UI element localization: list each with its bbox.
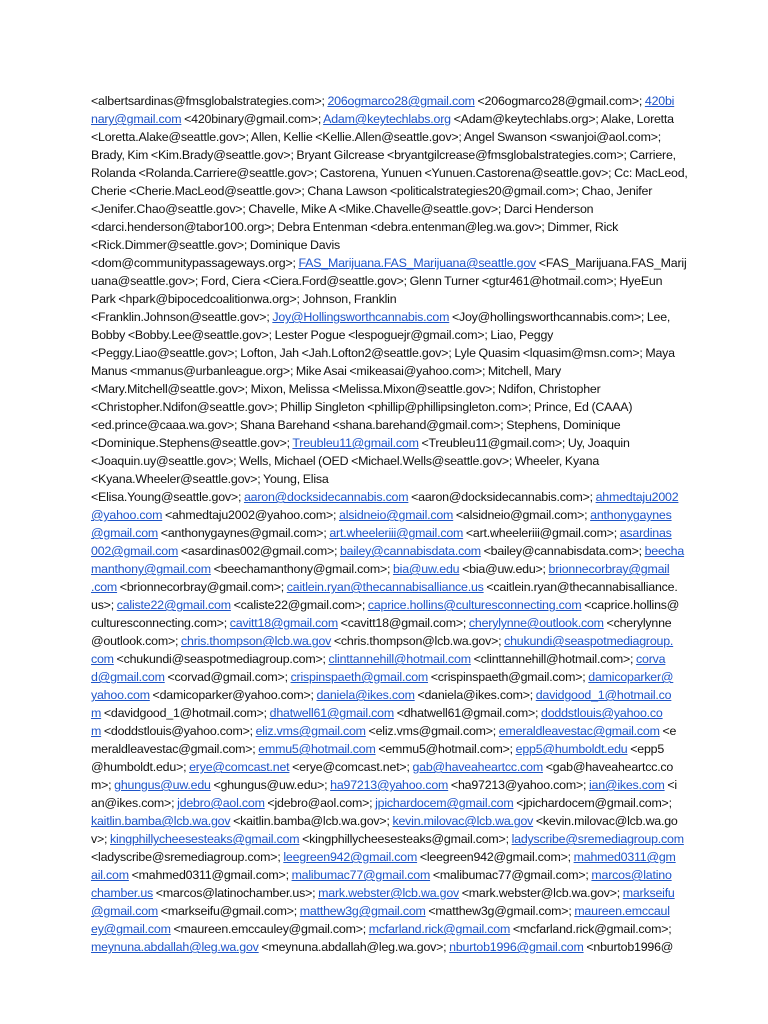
text-run: <brionnecorbray@gmail.com>;: [117, 580, 287, 594]
text-run: <emmu5@hotmail.com>;: [375, 742, 516, 756]
email-link[interactable]: gab@haveaheartcc.com: [412, 760, 543, 774]
email-link[interactable]: @yahoo.com: [91, 508, 163, 522]
email-link[interactable]: @gmail.com: [91, 526, 159, 540]
text-line: [91, 668, 679, 686]
text-run: <malibumac77@gmail.com>;: [430, 868, 592, 882]
text-line: [91, 902, 679, 920]
email-link[interactable]: ghungus@uw.edu: [114, 778, 211, 792]
text-run: <gab@haveaheartcc.co: [542, 760, 674, 774]
text-line: [91, 830, 684, 848]
text-line: [91, 362, 679, 380]
email-link[interactable]: kaitlin.bamba@lcb.wa.gov: [91, 814, 231, 828]
text-run: m>;: [91, 778, 115, 792]
email-link[interactable]: anthonygaynes: [590, 508, 672, 522]
email-link[interactable]: Adam@keytechlabs.org: [323, 112, 451, 126]
email-link[interactable]: chamber.us: [91, 886, 154, 900]
text-line: [91, 254, 687, 272]
email-link[interactable]: asardinas: [619, 526, 672, 540]
text-run: <art.wheeleriii@gmail.com>;: [463, 526, 620, 540]
text-run: <Elisa.Young@seattle.gov>;: [91, 490, 244, 504]
text-line: [91, 758, 679, 776]
text-run: <dhatwell61@gmail.com>;: [393, 706, 542, 720]
text-line: [91, 560, 679, 578]
email-link[interactable]: FAS_Marijuana.FAS_Marijuana@seattle.gov: [298, 256, 537, 270]
text-run: <Rick.Dimmer@seattle.gov>; Dominique Davis: [91, 238, 341, 252]
text-line: [91, 848, 679, 866]
email-link[interactable]: ian@ikes.com: [589, 778, 665, 792]
text-run: <kingphillycheesesteaks@gmail.com>;: [299, 832, 512, 846]
text-run: <markseifu@gmail.com>;: [158, 904, 300, 918]
text-run: Brady, Kim <Kim.Brady@seattle.gov>; Bryant Gilcrease <bryantgilcrease@fmsglobalstrategies.com>; Carriere,: [91, 148, 676, 162]
email-link[interactable]: bia@uw.edu: [392, 562, 460, 576]
text-run: <caliste22@gmail.com>;: [230, 598, 368, 612]
email-link[interactable]: clinttannehill@hotmail.com: [328, 652, 471, 666]
email-link[interactable]: marcos@latino: [591, 868, 672, 882]
email-link[interactable]: dhatwell61@gmail.com: [269, 706, 394, 720]
text-line: [91, 452, 679, 470]
text-line: [91, 596, 679, 614]
email-link[interactable]: 002@gmail.com: [91, 544, 179, 558]
text-run: <ladyscribe@sremediagroup.com>;: [91, 850, 284, 864]
email-link[interactable]: ey@gmail.com: [91, 922, 171, 936]
email-link[interactable]: chris.thompson@lcb.wa.gov: [181, 634, 332, 648]
text-run: <corvad@gmail.com>;: [164, 670, 291, 684]
text-run: <dom@communitypassageways.org>;: [91, 256, 299, 270]
text-run: <chris.thompson@lcb.wa.gov>;: [331, 634, 505, 648]
email-link[interactable]: daniela@ikes.com: [316, 688, 415, 702]
text-run: Park <hpark@bipocedcoalitionwa.org>; Johnson, Franklin: [91, 292, 397, 306]
email-link[interactable]: davidgood_1@hotmail.co: [535, 688, 672, 702]
text-run: <cherylynne: [603, 616, 672, 630]
text-run: meraldleavestac@gmail.com>;: [91, 742, 259, 756]
email-link[interactable]: alsidneio@gmail.com: [339, 508, 454, 522]
text-line: [91, 416, 679, 434]
email-link[interactable]: crispinspaeth@gmail.com: [290, 670, 429, 684]
text-run: <meynuna.abdallah@leg.wa.gov>;: [258, 940, 450, 954]
email-link[interactable]: jpichardocem@gmail.com: [375, 796, 514, 810]
text-line: [91, 812, 679, 830]
text-run: <epp5: [627, 742, 665, 756]
email-link[interactable]: doddstlouis@yahoo.co: [541, 706, 663, 720]
text-line: [91, 272, 679, 290]
email-link[interactable]: mcfarland.rick@gmail.com: [368, 922, 511, 936]
text-line: [91, 398, 679, 416]
text-line: [91, 920, 679, 938]
text-line: [91, 650, 679, 668]
text-run: <kevin.milovac@lcb.wa.go: [533, 814, 678, 828]
text-run: <ha97213@yahoo.com>;: [448, 778, 589, 792]
text-run: <mahmed0311@gmail.com>;: [128, 868, 292, 882]
text-run: <albertsardinas@fmsglobalstrategies.com>;: [91, 94, 328, 108]
text-line: [91, 290, 679, 308]
text-run: <Mary.Mitchell@seattle.gov>; Mixon, Melissa <Melissa.Mixon@seattle.gov>; Ndifon, Christopher: [91, 382, 601, 396]
text-line: [91, 200, 679, 218]
text-line: [91, 470, 679, 488]
text-line: [91, 578, 679, 596]
text-line: [91, 740, 679, 758]
text-line: [91, 524, 679, 542]
text-run: <aaron@docksidecannabis.com>;: [408, 490, 596, 504]
text-run: <eliz.vms@gmail.com>;: [365, 724, 499, 738]
text-line: [91, 236, 679, 254]
email-link[interactable]: damicoparker@: [588, 670, 674, 684]
email-link[interactable]: .com: [91, 580, 118, 594]
text-line: [91, 938, 679, 956]
email-link[interactable]: matthew3g@gmail.com: [299, 904, 426, 918]
text-run: <ed.prince@caaa.wa.gov>; Shana Barehand <shana.barehand@gmail.com>; Stephens, Dominique: [91, 418, 621, 432]
text-run: <Franklin.Johnson@seattle.gov>;: [91, 310, 273, 324]
text-run: <caitlein.ryan@thecannabisalliance.: [483, 580, 678, 594]
text-line: [91, 326, 679, 344]
text-run: <cavitt18@gmail.com>;: [337, 616, 469, 630]
email-link[interactable]: d@gmail.com: [91, 670, 165, 684]
text-run: <Loretta.Alake@seattle.gov>; Allen, Kellie <Kellie.Allen@seattle.gov>; Angel Swanson <swanjoi@aol.com>;: [91, 130, 662, 144]
text-run: <asardinas002@gmail.com>;: [178, 544, 340, 558]
text-line: [91, 218, 679, 236]
text-line: [91, 686, 679, 704]
text-line: [91, 146, 679, 164]
text-run: uana@seattle.gov>; Ford, Ciera <Ciera.Ford@seattle.gov>; Glenn Turner <gtur461@hotmail.com>; HyeEun: [91, 274, 663, 288]
email-link[interactable]: aaron@docksidecannabis.com: [243, 490, 409, 504]
text-run: <Joy@hollingsworthcannabis.com>; Lee,: [449, 310, 671, 324]
email-link[interactable]: mark.webster@lcb.wa.gov: [318, 886, 460, 900]
email-link[interactable]: ha97213@yahoo.com: [330, 778, 449, 792]
text-run: <Joaquin.uy@seattle.gov>; Wells, Michael (OED <Michael.Wells@seattle.gov>; Wheeler, Kyana: [91, 454, 600, 468]
email-link[interactable]: meynuna.abdallah@leg.wa.gov: [91, 940, 259, 954]
text-line: [91, 380, 679, 398]
email-link[interactable]: 206ogmarco28@gmail.com: [327, 94, 475, 108]
text-line: [91, 632, 679, 650]
text-run: <marcos@latinochamber.us>;: [153, 886, 319, 900]
email-link[interactable]: eliz.vms@gmail.com: [255, 724, 366, 738]
text-run: <Adam@keytechlabs.org>; Alake, Loretta: [450, 112, 674, 126]
text-run: <daniela@ikes.com>;: [414, 688, 536, 702]
email-link[interactable]: m: [91, 706, 102, 720]
text-line: [91, 434, 679, 452]
email-link[interactable]: jdebro@aol.com: [177, 796, 265, 810]
email-link[interactable]: Treubleu11@gmail.com: [292, 436, 419, 450]
email-link[interactable]: beecha: [644, 544, 685, 558]
email-link[interactable]: mahmed0311@gm: [573, 850, 676, 864]
text-run: <maureen.emccauley@gmail.com>;: [170, 922, 369, 936]
text-run: <matthew3g@gmail.com>;: [425, 904, 575, 918]
text-line: [91, 92, 679, 110]
email-link[interactable]: manthony@gmail.com: [91, 562, 211, 576]
email-link[interactable]: chukundi@seaspotmediagroup.: [504, 634, 674, 648]
text-line: [91, 308, 679, 326]
email-link[interactable]: kingphillycheesesteaks@gmail.com: [110, 832, 300, 846]
email-link[interactable]: ail.com: [91, 868, 129, 882]
text-run: <chukundi@seaspotmediagroup.com>;: [113, 652, 329, 666]
text-run: <Treubleu11@gmail.com>; Uy, Joaquin: [418, 436, 630, 450]
text-run: <Jenifer.Chao@seattle.gov>; Chavelle, Mike A <Mike.Chavelle@seattle.gov>; Darci Henderson: [91, 202, 594, 216]
text-run: us>;: [91, 598, 117, 612]
email-link[interactable]: caprice.hollins@culturesconnecting.com: [367, 598, 582, 612]
email-link[interactable]: m: [91, 724, 102, 738]
text-run: <ghungus@uw.edu>;: [210, 778, 331, 792]
email-link[interactable]: malibumac77@gmail.com: [291, 868, 431, 882]
text-line: [91, 794, 679, 812]
text-run: <Christopher.Ndifon@seattle.gov>; Phillip Singleton <phillip@phillipsingleton.com>; Prince, Ed (CAAA): [91, 400, 633, 414]
text-run: <ahmedtaju2002@yahoo.com>;: [162, 508, 340, 522]
text-run: <crispinspaeth@gmail.com>;: [428, 670, 589, 684]
email-link[interactable]: bailey@cannabisdata.com: [339, 544, 481, 558]
text-run: <mcfarland.rick@gmail.com>;: [510, 922, 672, 936]
email-link[interactable]: markseifu: [622, 886, 675, 900]
text-run: @humboldt.edu>;: [91, 760, 190, 774]
text-run: <i: [664, 778, 677, 792]
text-line: [91, 488, 679, 506]
text-run: <doddstlouis@yahoo.com>;: [101, 724, 256, 738]
text-line: [91, 704, 679, 722]
text-line: [91, 164, 688, 182]
text-run: <caprice.hollins@: [581, 598, 680, 612]
email-link[interactable]: nary@gmail.com: [91, 112, 182, 126]
text-run: Rolanda <Rolanda.Carriere@seattle.gov>; Castorena, Yunuen <Yunuen.Castorena@seattle.gov>; Cc: MacLeod,: [91, 166, 688, 180]
text-run: <leegreen942@gmail.com>;: [417, 850, 574, 864]
text-run: <anthonygaynes@gmail.com>;: [158, 526, 330, 540]
text-line: [91, 182, 679, 200]
email-link[interactable]: yahoo.com: [91, 688, 150, 702]
text-run: <Dominique.Stephens@seattle.gov>;: [91, 436, 293, 450]
email-link[interactable]: caliste22@gmail.com: [116, 598, 231, 612]
text-run: an@ikes.com>;: [91, 796, 178, 810]
email-link[interactable]: brionnecorbray@gmail: [548, 562, 670, 576]
text-run: <FAS_Marijuana.FAS_Marij: [536, 256, 687, 270]
text-run: <kaitlin.bamba@lcb.wa.gov>;: [230, 814, 393, 828]
text-line: [91, 884, 679, 902]
text-line: [91, 614, 679, 632]
text-run: <e: [659, 724, 677, 738]
email-link[interactable]: cherylynne@outlook.com: [468, 616, 604, 630]
text-run: Bobby <Bobby.Lee@seattle.gov>; Lester Pogue <lespoguejr@gmail.com>; Liao, Peggy: [91, 328, 554, 342]
text-run: <bailey@cannabisdata.com>;: [480, 544, 645, 558]
text-run: <beechamanthony@gmail.com>;: [210, 562, 393, 576]
text-run: <alsidneio@gmail.com>;: [453, 508, 591, 522]
text-run: <420binary@gmail.com>;: [181, 112, 324, 126]
text-run: <Kyana.Wheeler@seattle.gov>; Young, Elisa: [91, 472, 329, 486]
email-link[interactable]: art.wheeleriii@gmail.com: [329, 526, 464, 540]
email-link[interactable]: com: [91, 652, 114, 666]
text-line: [91, 542, 685, 560]
text-run: <bia@uw.edu>;: [459, 562, 549, 576]
email-link[interactable]: corva: [636, 652, 666, 666]
email-link[interactable]: cavitt18@gmail.com: [229, 616, 338, 630]
email-link[interactable]: maureen.emccaul: [574, 904, 670, 918]
text-line: [91, 506, 679, 524]
email-link[interactable]: leegreen942@gmail.com: [283, 850, 418, 864]
email-link[interactable]: ladyscribe@sremediagroup.com: [511, 832, 684, 846]
email-link[interactable]: ahmedtaju2002: [595, 490, 679, 504]
text-line: [91, 776, 679, 794]
text-line: [91, 110, 679, 128]
text-line: [91, 722, 679, 740]
text-run: <damicoparker@yahoo.com>;: [149, 688, 317, 702]
email-link[interactable]: emeraldleavestac@gmail.com: [498, 724, 660, 738]
text-run: <jdebro@aol.com>;: [264, 796, 376, 810]
email-link[interactable]: caitlein.ryan@thecannabisalliance.us: [286, 580, 484, 594]
text-run: Manus <mmanus@urbanleague.org>; Mike Asai <mikeasai@yahoo.com>; Mitchell, Mary: [91, 364, 562, 378]
email-link[interactable]: @gmail.com: [91, 904, 159, 918]
email-recipient-list: [91, 92, 688, 956]
text-run: <erye@comcast.net>;: [289, 760, 413, 774]
text-line: [91, 344, 679, 362]
text-run: <clinttannehill@hotmail.com>;: [470, 652, 637, 666]
email-link[interactable]: nburtob1996@gmail.com: [449, 940, 584, 954]
text-run: <206ogmarco28@gmail.com>;: [474, 94, 645, 108]
email-link[interactable]: 420bi: [644, 94, 675, 108]
text-line: [91, 866, 679, 884]
email-link[interactable]: Joy@Hollingsworthcannabis.com: [272, 310, 450, 324]
text-run: v>;: [91, 832, 111, 846]
email-link[interactable]: emmu5@hotmail.com: [258, 742, 376, 756]
email-link[interactable]: epp5@humboldt.edu: [515, 742, 628, 756]
text-run: <nburtob1996@: [583, 940, 674, 954]
text-run: culturesconnecting.com>;: [91, 616, 230, 630]
text-line: [91, 128, 679, 146]
text-run: Cherie <Cherie.MacLeod@seattle.gov>; Chana Lawson <politicalstrategies20@gmail.com>; Chao, Jenifer: [91, 184, 653, 198]
email-link[interactable]: erye@comcast.net: [189, 760, 290, 774]
text-run: <jpichardocem@gmail.com>;: [513, 796, 672, 810]
text-run: <mark.webster@lcb.wa.gov>;: [459, 886, 623, 900]
email-link[interactable]: kevin.milovac@lcb.wa.gov: [392, 814, 534, 828]
text-run: @outlook.com>;: [91, 634, 182, 648]
text-run: <darci.henderson@tabor100.org>; Debra Entenman <debra.entenman@leg.wa.gov>; Dimmer, Rick: [91, 220, 619, 234]
text-run: <davidgood_1@hotmail.com>;: [101, 706, 270, 720]
text-run: <Peggy.Liao@seattle.gov>; Lofton, Jah <Jah.Lofton2@seattle.gov>; Lyle Quasim <lquasim@msn.com>; Maya: [91, 346, 675, 360]
